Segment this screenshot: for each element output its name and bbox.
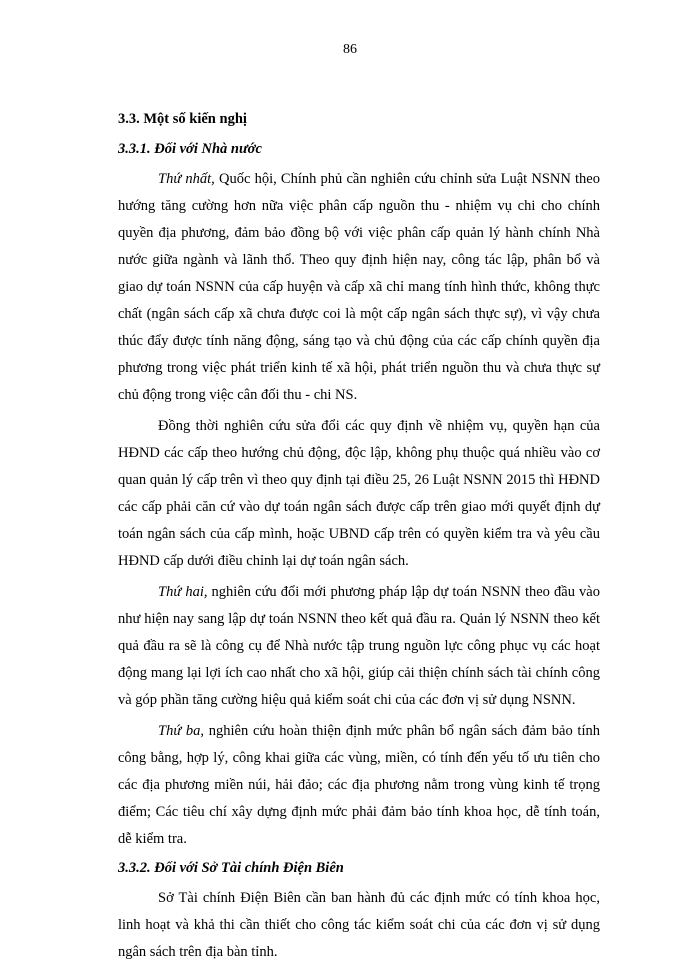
paragraph-third-text: nghiên cứu hoàn thiện định mức phân bổ ngân sách đảm bảo tính công bằng, hợp lý, công khai giữa các vùng, miền, có tính đến yếu tố ưu tiên cho các địa phương miền núi, hải đảo; các địa phương nằm trong vùng kinh tế trọng điểm; Các tiêu chí xây dựng định mức phải đảm bảo tính khoa học, dễ tính toán, dễ kiểm tra. (118, 723, 600, 847)
paragraph-first-lead: Thứ nhất, (158, 171, 215, 187)
paragraph-first (118, 166, 600, 409)
paragraph-second (118, 579, 600, 714)
subsection-heading-department: 3.3.2. Đối với Sở Tài chính Điện Biên (118, 860, 344, 876)
subsection-heading-state: 3.3.1. Đối với Nhà nước (118, 141, 262, 157)
paragraph-department: Sở Tài chính Điện Biên cần ban hành đủ các định mức có tính khoa học, linh hoạt và khả thi cần thiết cho công tác kiểm soát chi của các đơn vị sử dụng ngân sách trên địa bàn tỉnh. (118, 890, 600, 960)
page-number: 86 (343, 42, 357, 57)
paragraph-third-lead: Thứ ba, (158, 723, 205, 739)
paragraph-third (118, 718, 600, 853)
document-body (118, 108, 600, 966)
paragraph-first-text: Quốc hội, Chính phủ cần nghiên cứu chỉnh sửa Luật NSNN theo hướng tăng cường hơn nữa việc phân cấp nguồn thu - nhiệm vụ chi cho chính quyền địa phương, đảm bảo đồng bộ với việc phân cấp quản lý hành chính Nhà nước giữa ngành và lãnh thổ. Theo quy định hiện nay, công tác lập, phân bổ và giao dự toán NSNN của cấp huyện và cấp xã chỉ mang tính hình thức, không thực chất (ngân sách cấp xã chưa được coi là một cấp ngân sách thực sự), vì vậy chưa thúc đẩy được tính năng động, sáng tạo và chủ động của các cấp chính quyền địa phương trong việc phát triển kinh tế xã hội, phát triển nguồn thu và chưa thực sự chủ động trong việc cân đối thu - chi NS. (118, 171, 600, 403)
section-heading: 3.3. Một số kiến nghị (118, 111, 247, 127)
paragraph-second-text: nghiên cứu đổi mới phương pháp lập dự toán NSNN theo đầu vào như hiện nay sang lập dự toán NSNN theo kết quả đầu ra. Quản lý NSNN theo kết quả đầu ra sẽ là công cụ để Nhà nước tập trung nguồn lực công phục vụ các hoạt động mang lại lợi ích cao nhất cho xã hội, giúp cải thiện chính sách tài chính công và góp phần tăng cường hiệu quả kiểm soát chi của các đơn vị sử dụng NSNN. (118, 584, 600, 708)
paragraph-hdnd: Đồng thời nghiên cứu sửa đổi các quy định về nhiệm vụ, quyền hạn của HĐND các cấp theo hướng chủ động, độc lập, không phụ thuộc quá nhiều vào cơ quan quản lý cấp trên vì theo quy định tại điều 25, 26 Luật NSNN 2015 thì HĐND các cấp phải căn cứ vào dự toán ngân sách được cấp trên giao mới quyết định dự toán ngân sách của cấp mình, hoặc UBND cấp trên có quyền kiểm tra và yêu cầu HĐND cấp dưới điều chỉnh lại dự toán ngân sách. (118, 418, 600, 569)
paragraph-second-lead: Thứ hai, (158, 584, 208, 600)
